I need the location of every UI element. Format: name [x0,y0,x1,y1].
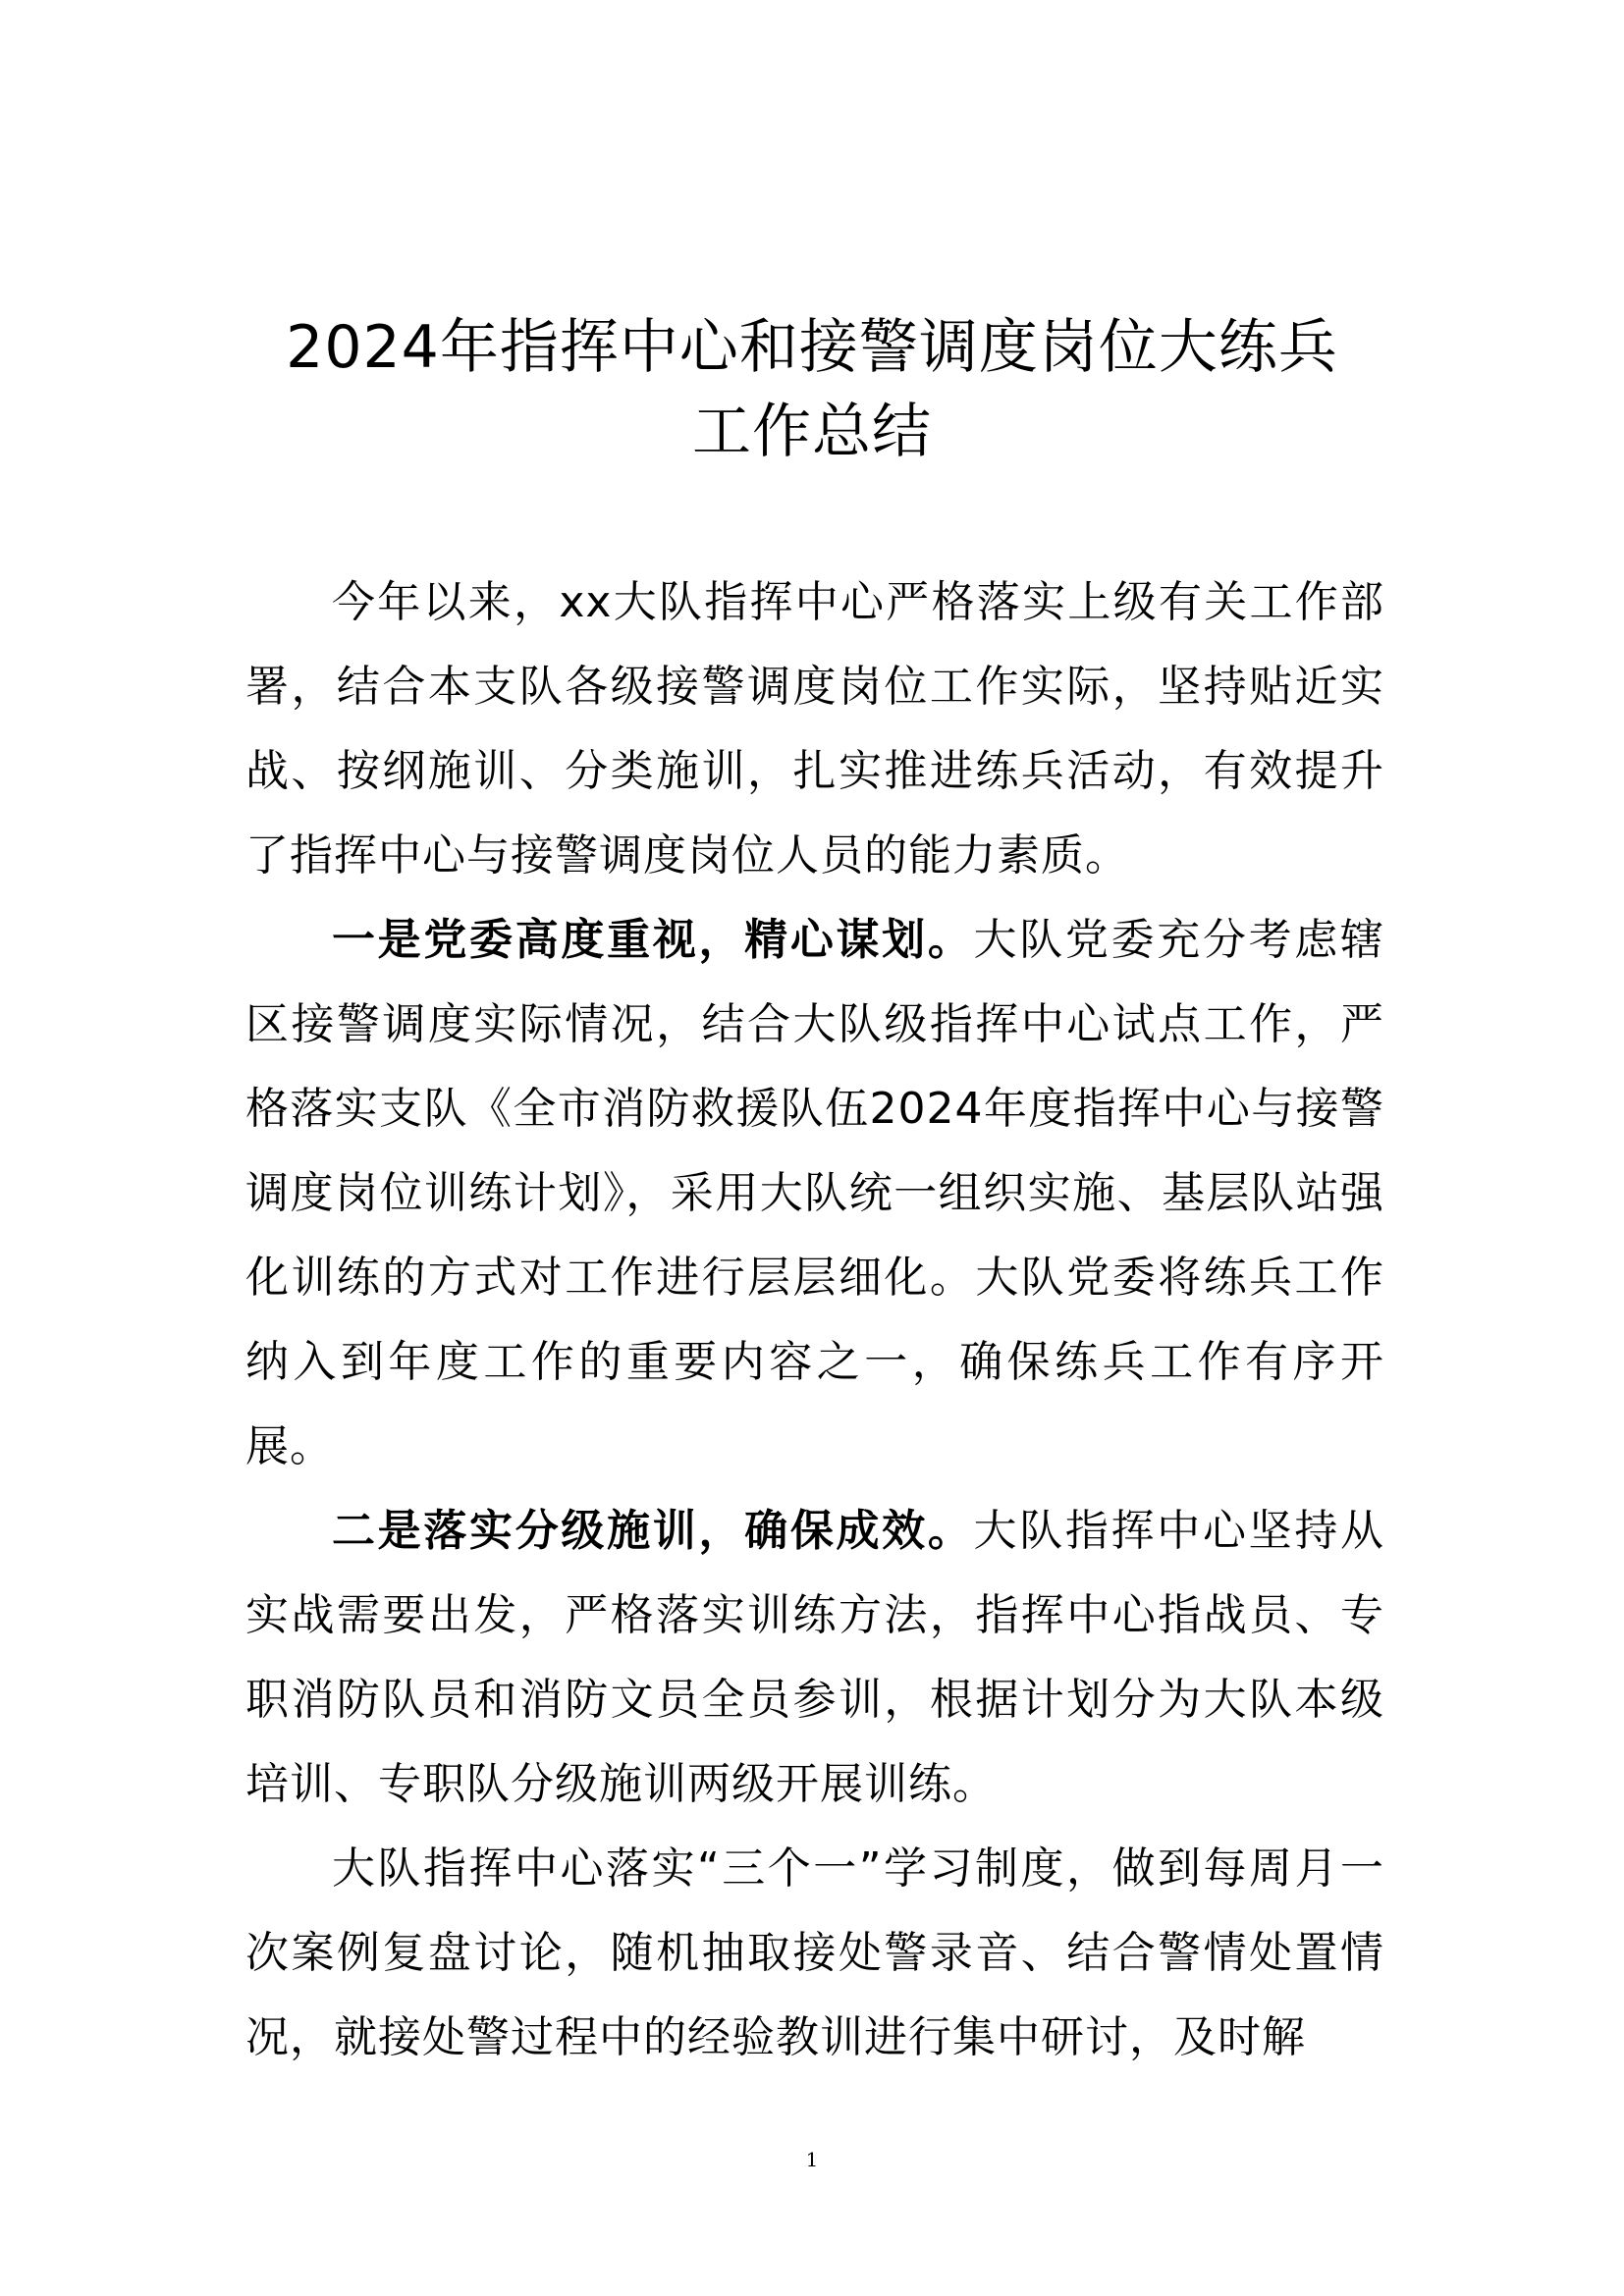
paragraph-lead-heading: 二是落实分级施训，确保成效。 [332,1506,974,1556]
paragraph-lead-heading: 一是党委高度重视，精心谋划。 [332,915,974,965]
paragraph-intro [245,561,1384,898]
paragraph-text: 大队指挥中心坚持从实战需要出发，严格落实训练方法，指挥中心指战员、专职消防队员和消防文员全员参训，根据计划分为大队本级培训、专职队分级施训两级开展训练。 [245,1506,1385,1809]
document-title-line-2: 工作总结 [692,398,932,466]
page-number: 1 [805,2148,819,2171]
paragraph-text: 今年以来，xx大队指挥中心严格落实上级有关工作部署，结合本支队各级接警调度岗位工作实际，坚持贴近实战、按纲施训、分类施训，扎实推进练兵活动，有效提升了指挥中心与接警调度岗位人员的能力素质。 [245,577,1384,881]
document-body [245,561,1384,2080]
document-title-line-1: 2024年指挥中心和接警调度岗位大练兵 [286,313,1338,382]
paragraph-study-system [245,1827,1384,2080]
paragraph-text: 大队指挥中心落实“三个一”学习制度，做到每周月一次案例复盘讨论，随机抽取接处警录音、结合警情处置情况，就接处警过程中的经验教训进行集中研讨，及时解 [245,1843,1384,2062]
paragraph-point-two [245,1489,1384,1827]
paragraph-point-one [245,898,1384,1489]
paragraph-text: 大队党委充分考虑辖区接警调度实际情况，结合大队级指挥中心试点工作，严格落实支队《全市消防救援队伍2024年度指挥中心与接警调度岗位训练计划》，采用大队统一组织实施、基层队站强化训练的方式对工作进行层层细化。大队党委将练兵工作纳入到年度工作的重要内容之一，确保练兵工作有序开展。 [245,915,1385,1471]
